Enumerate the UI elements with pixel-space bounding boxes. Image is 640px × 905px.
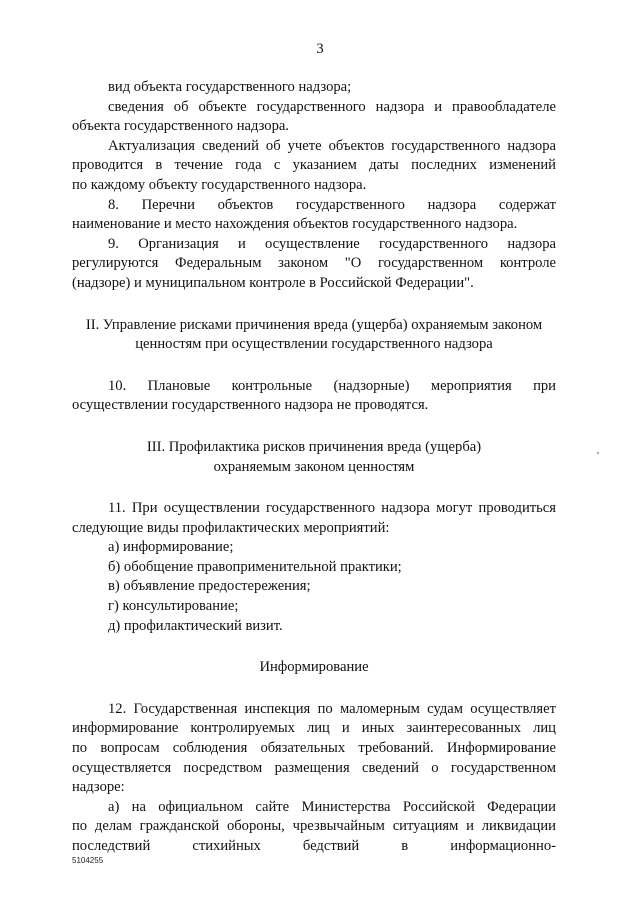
text-line: по каждому объекту государственного надзора. (72, 176, 367, 193)
text-line: надзоре: (72, 779, 125, 796)
text-line: проводится в течение года с указанием даты последних изменений (72, 157, 556, 174)
text-line: по делам гражданской обороны, чрезвычайным ситуациям и ликвидации (72, 818, 556, 835)
list-item: в) объявление предостережения; (108, 578, 311, 595)
scan-speck (597, 452, 599, 454)
list-item: г) консультирование; (108, 598, 239, 615)
text-line: 8. Перечни объектов государственного надзора содержат (108, 196, 556, 213)
text-line: следующие виды профилактических мероприятий: (72, 519, 390, 536)
section-heading: III. Профилактика рисков причинения вреда (ущерба) (146, 438, 482, 455)
footer-code: 5104255 (72, 856, 104, 865)
section-heading: II. Управление рисками причинения вреда (ущерба) охраняемым законом (85, 316, 543, 333)
text-line: информирование контролируемых лиц и иных заинтересованных лиц (72, 720, 556, 737)
list-item: д) профилактический визит. (108, 617, 283, 634)
text-line: Актуализация сведений об учете объектов государственного надзора (108, 137, 556, 154)
text-line: а) на официальном сайте Министерства Российской Федерации (108, 798, 556, 815)
text-line: осуществлении государственного надзора не проводятся. (72, 397, 429, 414)
section-heading: охраняемым законом ценностям (213, 458, 415, 475)
text-line: регулируются Федеральным законом "О государственном контроле (72, 255, 556, 272)
section-heading: ценностям при осуществлении государственного надзора (135, 336, 493, 353)
text-line: наименование и место нахождения объектов государственного надзора. (72, 216, 518, 233)
text-line: вид объекта государственного надзора; (108, 79, 352, 95)
document-body (72, 78, 556, 857)
text-line: последствий стихийных бедствий в информационно- (72, 838, 556, 854)
text-line: по вопросам соблюдения обязательных требований. Информирование (72, 740, 556, 757)
list-item: б) обобщение правоприменительной практики; (108, 558, 402, 575)
page-number: 3 (316, 41, 324, 57)
text-line: 12. Государственная инспекция по маломерным судам осуществляет (108, 700, 556, 717)
subsection-heading: Информирование (259, 659, 369, 676)
text-line: 9. Организация и осуществление государственного надзора (108, 235, 556, 252)
text-line: 11. При осуществлении государственного надзора могут проводиться (108, 500, 556, 517)
text-line: сведения об объекте государственного надзора и правообладателе (108, 98, 556, 115)
text-line: осуществляется посредством размещения сведений о государственном (72, 759, 556, 776)
list-item: а) информирование; (108, 539, 234, 556)
text-line: (надзоре) и муниципальном контроле в Российской Федерации". (72, 274, 474, 291)
text-line: объекта государственного надзора. (72, 118, 290, 135)
text-line: 10. Плановые контрольные (надзорные) мероприятия при (108, 377, 556, 394)
